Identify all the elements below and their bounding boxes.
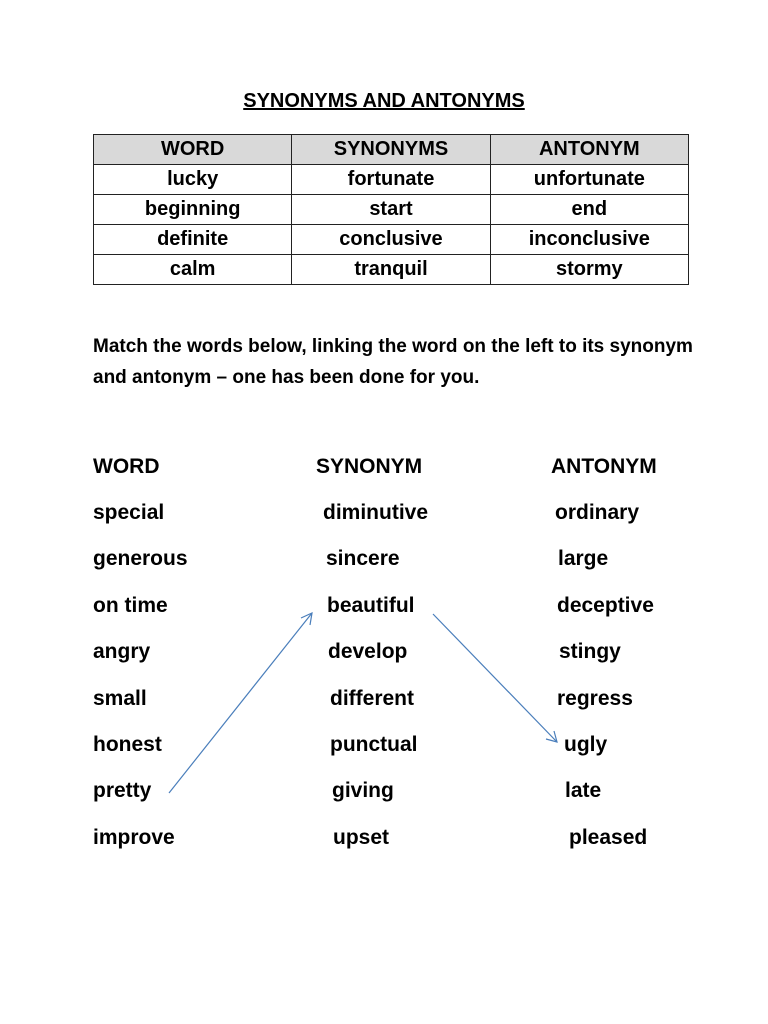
- synonym-column-header: SYNONYM: [316, 455, 423, 478]
- instructions-text: Match the words below, linking the word on the left to its synonym and antonym – one has been done for you.: [93, 336, 693, 388]
- arrow-synonym-to-antonym: [433, 614, 557, 742]
- antonym-item: stingy: [559, 640, 621, 664]
- table-row: [94, 195, 689, 225]
- synonym-item: upset: [333, 825, 390, 849]
- table-cell-word: definite: [94, 225, 292, 255]
- synonym-item: different: [330, 686, 414, 710]
- antonym-item: large: [558, 547, 609, 571]
- synonym-item: giving: [332, 779, 394, 803]
- synonym-item: punctual: [330, 732, 418, 756]
- antonym-column-header: ANTONYM: [551, 455, 657, 478]
- word-column: [93, 452, 188, 869]
- antonym-item: deceptive: [557, 593, 654, 617]
- table-cell-synonym: tranquil: [292, 255, 490, 285]
- reference-table: [93, 134, 689, 285]
- table-header-row: [94, 135, 689, 165]
- antonym-item: ugly: [564, 732, 608, 756]
- page-title: SYNONYMS AND ANTONYMS: [243, 90, 525, 112]
- arrow-word-to-synonym: [169, 613, 312, 793]
- table-header-synonyms: SYNONYMS: [292, 135, 490, 165]
- table-row: [94, 165, 689, 195]
- table-cell-synonym: conclusive: [292, 225, 490, 255]
- table-header-word: WORD: [94, 135, 292, 165]
- word-item: improve: [93, 825, 175, 849]
- synonym-item: beautiful: [327, 593, 415, 617]
- table-header-antonym: ANTONYM: [490, 135, 688, 165]
- table-cell-antonym: inconclusive: [490, 225, 688, 255]
- word-item: special: [93, 501, 165, 524]
- table-cell-synonym: fortunate: [292, 165, 490, 195]
- antonym-column: [551, 452, 657, 869]
- table-cell-word: lucky: [94, 165, 292, 195]
- word-item: small: [93, 686, 147, 710]
- table-cell-antonym: end: [490, 195, 688, 225]
- arrowhead-synonym: [301, 613, 312, 625]
- word-item: pretty: [93, 779, 152, 803]
- synonym-item: sincere: [326, 547, 400, 571]
- table-cell-antonym: stormy: [490, 255, 688, 285]
- table-row: [94, 255, 689, 285]
- table-cell-word: beginning: [94, 195, 292, 225]
- synonym-column: [316, 452, 428, 869]
- word-item: generous: [93, 547, 188, 571]
- table-row: [94, 225, 689, 255]
- antonym-item: ordinary: [555, 501, 640, 524]
- synonym-item: diminutive: [323, 501, 429, 524]
- antonym-item: pleased: [569, 825, 648, 849]
- table-cell-word: calm: [94, 255, 292, 285]
- synonym-item: develop: [328, 640, 408, 664]
- antonym-item: regress: [557, 686, 633, 710]
- table-cell-synonym: start: [292, 195, 490, 225]
- word-item: angry: [93, 640, 151, 664]
- table-cell-antonym: unfortunate: [490, 165, 688, 195]
- antonym-item: late: [565, 779, 602, 803]
- word-item: on time: [93, 593, 168, 617]
- word-item: honest: [93, 732, 162, 756]
- word-column-header: WORD: [93, 455, 160, 478]
